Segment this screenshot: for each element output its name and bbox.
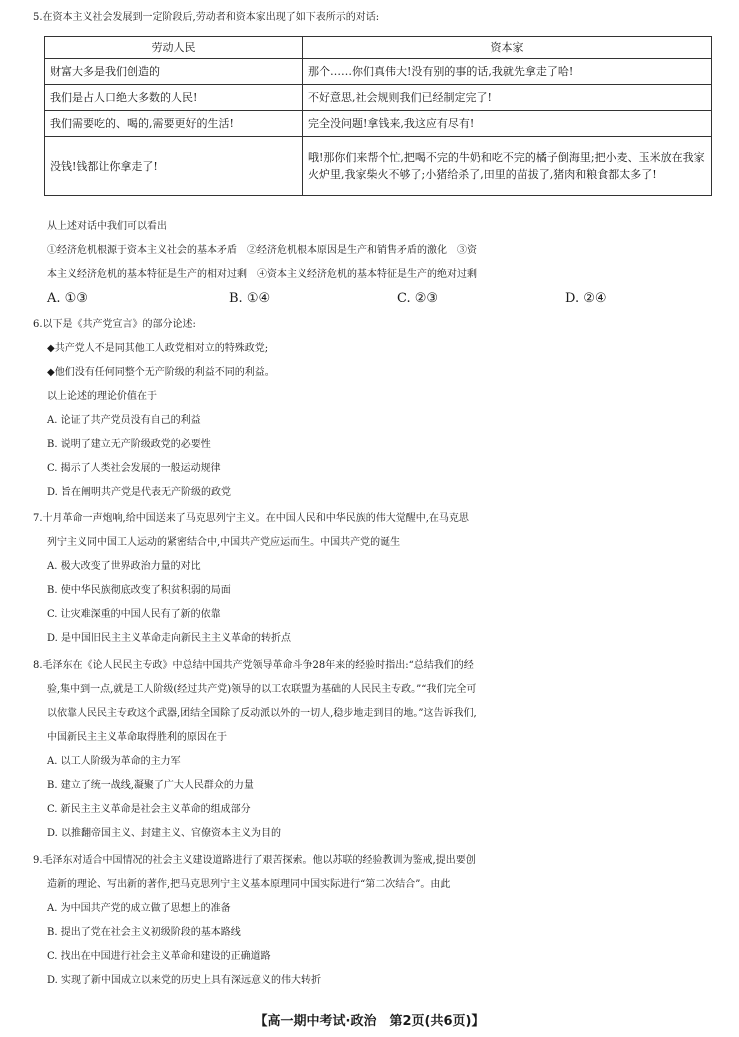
dialog-table [44, 36, 712, 196]
q8-line-2: 验,集中到一点,就是工人阶级(经过共产党)领导的以工农联盟为基础的人民民主专政。”“我们完全可 [47, 684, 477, 695]
q8-line-3: 以依靠人民民主专政这个武器,团结全国除了反动派以外的一切人,稳步地走到目的地。”这告诉我们, [47, 708, 477, 719]
q6-option-d[interactable]: D. 旨在阐明共产党是代表无产阶级的政党 [47, 487, 232, 498]
q5-statements-line2: 本主义经济危机的基本特征是生产的相对过剩 ④资本主义经济危机的基本特征是生产的绝对过剩 [47, 269, 477, 280]
q5-option-a[interactable]: A. ①③ [47, 291, 88, 306]
q9-line-2: 造新的理论、写出新的著作,把马克思列宁主义基本原理同中国实际进行“第二次结合”。由此 [47, 879, 451, 890]
table-row [45, 85, 712, 111]
q6-bullet-1: ◆共产党人不是同其他工人政党相对立的特殊政党; [47, 343, 269, 354]
q6-title: 6.以下是《共产党宣言》的部分论述: [33, 319, 196, 330]
table-cell: 我们是占人口绝大多数的人民! [45, 85, 303, 111]
q7-option-b[interactable]: B. 使中华民族彻底改变了积贫积弱的局面 [47, 585, 231, 596]
q6-option-b[interactable]: B. 说明了建立无产阶级政党的必要性 [47, 439, 211, 450]
q8-option-a[interactable]: A. 以工人阶级为革命的主力军 [47, 756, 181, 767]
q6-stem: 以上论述的理论价值在于 [47, 391, 157, 402]
q6-option-a[interactable]: A. 论证了共产党员没有自己的利益 [47, 415, 201, 426]
q9-line-1: 9.毛泽东对适合中国情况的社会主义建设道路进行了艰苦探索。他以苏联的经验教训为鉴戒,提出要创 [33, 855, 476, 866]
q5-statements-line1: ①经济危机根源于资本主义社会的基本矛盾 ②经济危机根本原因是生产和销售矛盾的激化 ③资 [47, 245, 477, 256]
q6-option-c[interactable]: C. 揭示了人类社会发展的一般运动规律 [47, 463, 221, 474]
header-capitalists: 资本家 [303, 37, 712, 59]
table-cell: 我们需要吃的、喝的,需要更好的生活! [45, 111, 303, 137]
q7-option-a[interactable]: A. 极大改变了世界政治力量的对比 [47, 561, 201, 572]
q7-option-c[interactable]: C. 让灾难深重的中国人民有了新的依靠 [47, 609, 221, 620]
q5-option-c[interactable]: C. ②③ [397, 291, 439, 306]
table-cell: 那个……你们真伟大!没有别的事的话,我就先拿走了哈! [303, 59, 712, 85]
q6-bullet-2: ◆他们没有任何同整个无产阶级的利益不同的利益。 [47, 367, 275, 378]
table-cell: 完全没问题!拿钱来,我这应有尽有! [303, 111, 712, 137]
table-row [45, 59, 712, 85]
page-footer: 【高一期中考试·政治 第2页(共6页)】 [254, 1014, 485, 1029]
q9-option-a[interactable]: A. 为中国共产党的成立做了思想上的准备 [47, 903, 231, 914]
q5-option-b[interactable]: B. ①④ [229, 291, 271, 306]
q8-option-d[interactable]: D. 以推翻帝国主义、封建主义、官僚资本主义为目的 [47, 828, 282, 839]
q7-option-d[interactable]: D. 是中国旧民主主义革命走向新民主主义革命的转折点 [47, 633, 292, 644]
table-cell: 没钱!钱都让你拿走了! [45, 137, 303, 196]
q9-option-b[interactable]: B. 提出了党在社会主义初级阶段的基本路线 [47, 927, 241, 938]
q7-line-2: 列宁主义同中国工人运动的紧密结合中,中国共产党应运而生。中国共产党的诞生 [47, 537, 401, 548]
q9-option-d[interactable]: D. 实现了新中国成立以来党的历史上具有深远意义的伟大转折 [47, 975, 322, 986]
q8-line-1: 8.毛泽东在《论人民民主专政》中总结中国共产党领导革命斗争28年来的经验时指出:“总结我们的经 [33, 660, 474, 671]
q8-line-4: 中国新民主主义革命取得胜利的原因在于 [47, 732, 227, 743]
q8-option-b[interactable]: B. 建立了统一战线,凝聚了广大人民群众的力量 [47, 780, 254, 791]
q8-option-c[interactable]: C. 新民主主义革命是社会主义革命的组成部分 [47, 804, 251, 815]
table-row [45, 137, 712, 196]
q5-option-d[interactable]: D. ②④ [565, 291, 607, 306]
table-row [45, 111, 712, 137]
header-workers: 劳动人民 [45, 37, 303, 59]
table-cell: 不好意思,社会规则我们已经制定完了! [303, 85, 712, 111]
table-cell: 财富大多是我们创造的 [45, 59, 303, 85]
q7-line-1: 7.十月革命一声炮响,给中国送来了马克思列宁主义。在中国人民和中华民族的伟大觉醒中,在马克思 [33, 513, 469, 524]
q9-option-c[interactable]: C. 找出在中国进行社会主义革命和建设的正确道路 [47, 951, 271, 962]
q5-title: 5.在资本主义社会发展到一定阶段后,劳动者和资本家出现了如下表所示的对话: [33, 12, 380, 23]
table-header-row [45, 37, 712, 59]
table-cell: 哦!那你们来帮个忙,把喝不完的牛奶和吃不完的橘子倒海里;把小麦、玉米放在我家火炉里,我家柴火不够了;小猪给杀了,田里的苗拔了,猪肉和粮食都太多了! [303, 137, 712, 196]
q5-stem: 从上述对话中我们可以看出 [47, 221, 167, 232]
